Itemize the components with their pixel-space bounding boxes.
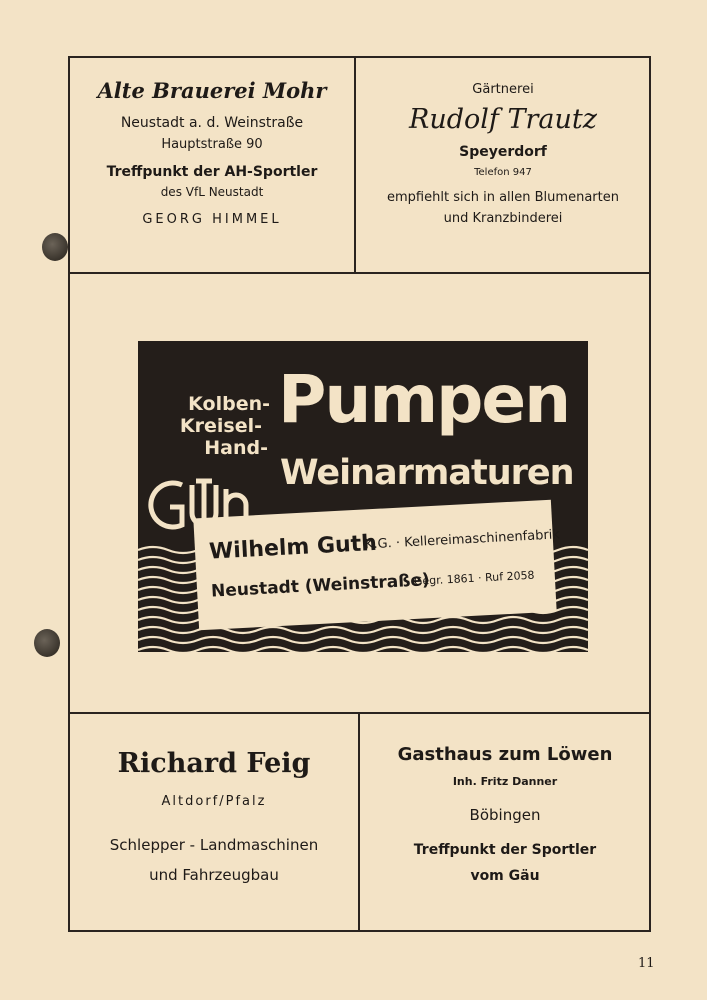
company-info: · Gegr. 1861 · Ruf 2058: [406, 568, 535, 589]
pumpen-headline: Pumpen: [278, 361, 570, 438]
ad-richard-feig: [70, 748, 358, 884]
pump-type-hand: Hand-: [204, 437, 268, 459]
company-type: K.G. · Kellereimaschinenfabrik: [364, 527, 561, 553]
guth-pumpen-ad: [138, 341, 588, 652]
ad-alte-brauerei: [70, 78, 354, 227]
brewery-owner: GEORG HIMMEL: [142, 211, 282, 227]
nursery-place: Speyerdorf: [459, 143, 547, 160]
brewery-address: Neustadt a. d. Weinstraße: [120, 115, 304, 132]
feig-line1: Schlepper - Landmaschinen: [109, 835, 319, 854]
nursery-phone: Telefon 947: [474, 166, 532, 178]
gasthaus-line1: Treffpunkt der Sportler: [413, 841, 597, 858]
nursery-overline: Gärtnerei: [472, 82, 534, 97]
nursery-title: Rudolf Trautz: [409, 103, 597, 135]
page-number: 11: [638, 956, 655, 971]
punch-hole-bottom: [34, 629, 60, 657]
feig-line2: und Fahrzeugbau: [149, 865, 279, 884]
company-city: Neustadt (Weinstraße): [210, 570, 431, 602]
divider-top: [68, 272, 651, 274]
brewery-title: Alte Brauerei Mohr: [97, 78, 327, 103]
company-card: [193, 500, 561, 631]
ad-gaertnerei: [356, 82, 650, 227]
gasthaus-title: Gasthaus zum Löwen: [397, 744, 613, 765]
ad-gasthaus-loewen: [360, 744, 650, 884]
brewery-slogan: Treffpunkt der AH-Sportler: [106, 163, 318, 180]
nursery-line2: und Kranzbinderei: [443, 211, 563, 227]
company-name: Wilhelm Guth: [208, 530, 378, 565]
weinarmaturen-headline: Weinarmaturen: [280, 453, 574, 493]
pump-type-kreisel: Kreisel-: [179, 415, 262, 437]
feig-place: Altdorf/Pfalz: [161, 794, 267, 810]
gasthaus-owner: Inh. Fritz Danner: [452, 774, 558, 788]
punch-hole-top: [42, 233, 68, 261]
feig-title: Richard Feig: [117, 748, 311, 779]
brewery-club: des VfL Neustadt: [160, 185, 264, 200]
gasthaus-place: Böbingen: [469, 805, 541, 824]
nursery-line1: empfiehlt sich in allen Blumenarten: [387, 189, 619, 205]
brewery-street: Hauptstraße 90: [161, 136, 263, 152]
pump-type-kolben: Kolben-: [188, 393, 270, 415]
gasthaus-line2: vom Gäu: [470, 867, 540, 884]
